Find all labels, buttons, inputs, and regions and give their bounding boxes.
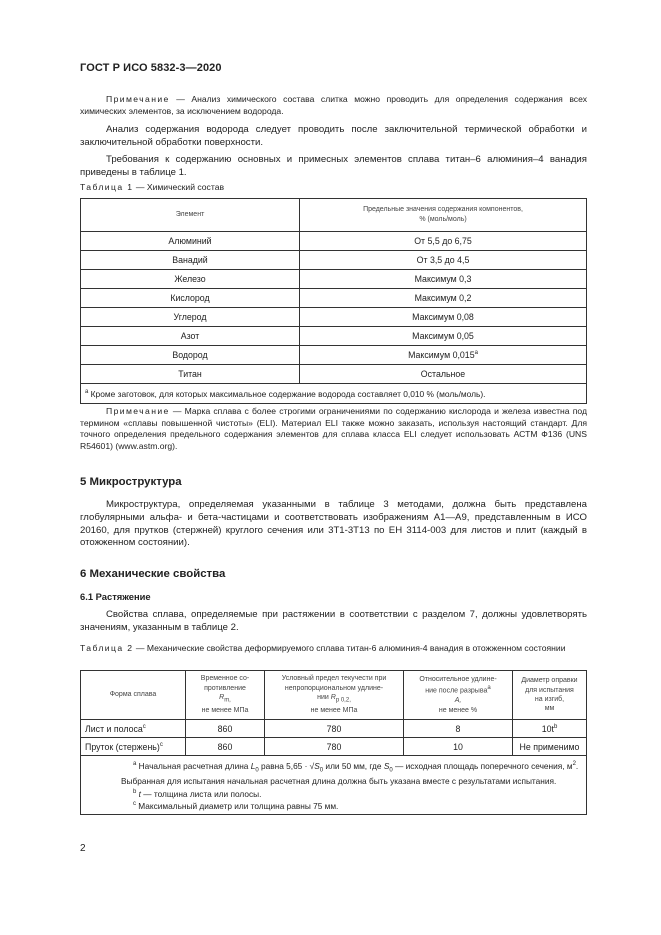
table1	[80, 198, 587, 404]
caption-label: Таблица 2	[80, 643, 134, 653]
table-footnote-row	[81, 756, 587, 815]
element-cell: Титан	[81, 365, 300, 384]
mandrel-cell: $10t^b$	[513, 720, 587, 738]
paragraph-text: Свойства сплава, определяемые при растяжении в соответствии с разделом 7, должны удовлетворять значениям, указанным в таблице 2.	[80, 609, 587, 633]
table-header-cell: Элемент	[81, 199, 300, 232]
table-header-cell: Предельные значения содержания компонентов, % (моль/моль)	[300, 199, 587, 232]
section-5	[80, 476, 587, 488]
table-row	[81, 289, 587, 308]
value-cell: Максимум 0,3	[300, 270, 587, 289]
table-row	[81, 270, 587, 289]
caption-text: — Химический состав	[133, 182, 225, 192]
value-cell: Максимум 0,08	[300, 308, 587, 327]
elongation-cell: 10	[404, 738, 513, 756]
value-cell: От 3,5 до 4,5	[300, 251, 587, 270]
table2	[80, 670, 587, 815]
element-cell: Кислород	[81, 289, 300, 308]
table-row	[81, 327, 587, 346]
element-cell: Азот	[81, 327, 300, 346]
paragraph-text: Требования к содержанию основных и примесных элементов сплава титан–6 алюминия–4 ванадия приведены в таблице 1.	[80, 154, 587, 178]
element-cell: Углерод	[81, 308, 300, 327]
paragraph-hydrogen	[80, 124, 587, 150]
footnote-b: $^b$ t — толщина листа или полосы.	[133, 788, 262, 799]
footnote-c: $^c$ Максимальный диаметр или толщина равны 75 мм.	[133, 800, 339, 811]
table2-caption	[80, 643, 587, 655]
table-header-row	[81, 671, 587, 720]
table-header-cell: Относительное удлине- ние после разрыва$^a$ A, не менее %	[404, 671, 513, 720]
value-cell: Максимум 0,015$^a$	[300, 346, 587, 365]
table-footnote-row	[81, 384, 587, 404]
paragraph-text: Анализ содержания водорода следует проводить после заключительной термической обработки и заключительной обработки поверхности.	[80, 124, 587, 148]
table-row	[81, 738, 587, 756]
table-row	[81, 232, 587, 251]
mandrel-cell: Не применимо	[513, 738, 587, 756]
table-header-cell: Форма сплава	[81, 671, 186, 720]
table-header-row	[81, 199, 587, 232]
note-text: — Марка сплава с более строгими ограничениями по содержанию кислорода и железа известна под термином «сплавы повышенной чистоты» (ELI). Материал ELI также можно заказать, используя настоящий стандарт. Для точного определения предельного содержания элементов для сплава класса ELI следует использовать АСТМ Ф136 (UNS R54601) (www.astm.org).	[80, 406, 587, 451]
table-footnote: $^a$ Кроме заготовок, для которых максимальное содержание водорода составляет 0,010 % (моль/моль).	[81, 384, 587, 404]
note-text: — Анализ химического состава слитка можно проводить для определения содержания всех химических элементов, за исключением водорода.	[80, 94, 587, 116]
note-label: Примечание	[106, 94, 170, 104]
value-cell: Максимум 0,2	[300, 289, 587, 308]
table1-caption	[80, 182, 587, 194]
footnote-a: $^a$ Начальная расчетная длина $L_0$ равна $5,65 \cdot √S_0$ или 50 мм, где $S_0$ — исходная площадь поперечного сечения, $м^2$. Выбранная для испытания начальная расчетная длина должна быть указана вместе с результатами испытания.	[121, 760, 579, 787]
elongation-cell: 8	[404, 720, 513, 738]
section-6-body	[80, 609, 587, 635]
caption-label: Таблица 1	[80, 182, 134, 192]
paragraph-requirements	[80, 154, 587, 180]
section-6	[80, 568, 587, 580]
table-row	[81, 720, 587, 738]
rp-cell: 780	[265, 720, 404, 738]
table-header-cell: Диаметр оправки для испытания на изгиб, мм	[513, 671, 587, 720]
element-cell: Железо	[81, 270, 300, 289]
note-2	[80, 406, 587, 452]
form-cell: Лист и полоса$^c$	[81, 720, 186, 738]
value-cell: Остальное	[300, 365, 587, 384]
subsection-title: 6.1 Растяжение	[80, 591, 151, 602]
page-number: 2	[80, 843, 86, 854]
table-footnotes	[81, 756, 587, 815]
section-title: 5 Микроструктура	[80, 476, 182, 488]
form-cell: Пруток (стержень)$^c$	[81, 738, 186, 756]
table-row	[81, 346, 587, 365]
element-cell: Ванадий	[81, 251, 300, 270]
table-row	[81, 308, 587, 327]
subsection-6-1	[80, 591, 587, 602]
table-header-cell: Условный предел текучести при непропорциональном удлине- нии $R_{p 0,2,}$ не менее МПа	[265, 671, 404, 720]
rm-cell: 860	[186, 720, 265, 738]
rp-cell: 780	[265, 738, 404, 756]
rm-cell: 860	[186, 738, 265, 756]
section-title: 6 Механические свойства	[80, 568, 226, 580]
table-row	[81, 365, 587, 384]
paragraph-text: Микроструктура, определяемая указанными в таблице 3 методами, должна быть представлена глобулярными альфа- и бета-частицами и соответствовать изображениям А1—А9, представленным в ИСО 20160, для прутков (стержней) круглого сечения или 3Т1-3Т13 по ЕН 3114-003 для листов и плит (каждый в отожженном состоянии).	[80, 499, 587, 549]
value-cell: Максимум 0,05	[300, 327, 587, 346]
note-1	[80, 94, 587, 117]
section-5-body	[80, 499, 587, 550]
note-label: Примечание	[106, 406, 170, 416]
table-header-cell: Временное со- противление $R_{m,}$ не менее МПа	[186, 671, 265, 720]
value-cell: От 5,5 до 6,75	[300, 232, 587, 251]
table-row	[81, 251, 587, 270]
element-cell: Водород	[81, 346, 300, 365]
document-header: ГОСТ Р ИСО 5832-3—2020	[80, 62, 222, 74]
caption-text: — Механические свойства деформируемого сплава титан-6 алюминия-4 ванадия в отожженном состоянии	[133, 643, 566, 653]
element-cell: Алюминий	[81, 232, 300, 251]
